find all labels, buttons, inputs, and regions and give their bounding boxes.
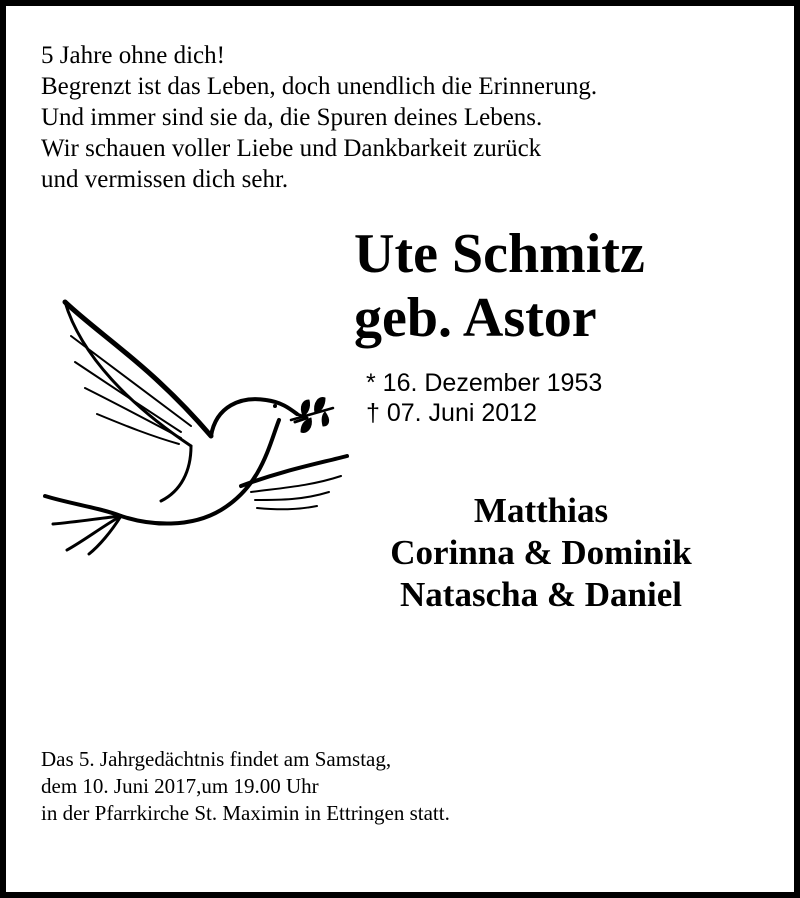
announcement-line: dem 10. Juni 2017,um 19.00 Uhr: [41, 774, 319, 798]
maiden-name-line: geb. Astor: [354, 287, 597, 349]
memorial-poem: [41, 40, 781, 195]
death-date: † 07. Juni 2012: [366, 399, 537, 427]
family-line: Corinna & Dominik: [390, 533, 692, 572]
announcement-line: in der Pfarrkirche St. Maximin in Ettringen statt.: [41, 801, 450, 825]
deceased-name: [354, 222, 774, 350]
poem-line: Wir schauen voller Liebe und Dankbarkeit zurück: [41, 135, 542, 162]
dove-with-olive-branch-icon: [41, 296, 351, 556]
life-dates: [366, 368, 602, 428]
family-line: Natascha & Daniel: [400, 575, 682, 614]
family-signatures: [336, 490, 746, 616]
family-line: Matthias: [473, 491, 609, 530]
poem-line: Und immer sind sie da, die Spuren deines Lebens.: [41, 104, 543, 131]
poem-line: und vermissen dich sehr.: [41, 166, 289, 193]
poem-line: Begrenzt ist das Leben, doch unendlich die Erinnerung.: [41, 73, 598, 100]
birth-date: * 16. Dezember 1953: [366, 369, 603, 397]
memorial-service-announcement: [41, 746, 741, 827]
announcement-line: Das 5. Jahrgedächtnis findet am Samstag,: [41, 747, 392, 771]
poem-line: 5 Jahre ohne dich!: [41, 42, 225, 69]
name-line: Ute Schmitz: [354, 223, 645, 285]
